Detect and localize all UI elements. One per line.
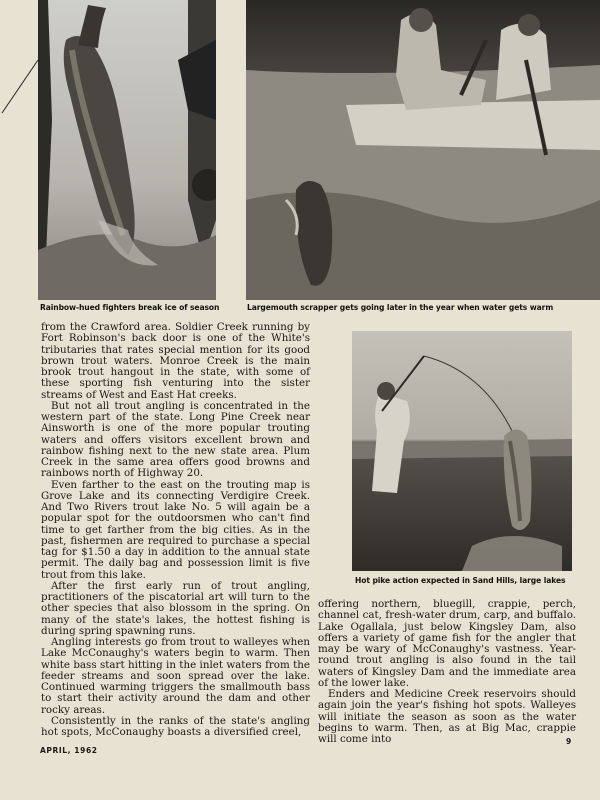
- paragraph: from the Crawford area. Soldier Creek running by Fort Robinson's back door is one of the White's tributaries that rates special mention for its good brown trout waters. Monroe Creek is the main brook trout hangout in the state, with some of these sporting fish venturing into the sister streams of West and East Hat creeks.: [41, 321, 310, 401]
- paragraph: offering northern, bluegill, crappie, perch, channel cat, fresh-water drum, carp, and buffalo. Lake Ogallala, just below Kingsley Dam, also offers a variety of game fish for the angler that may be wary of McConaughy's vastness. Year-round trout angling is also found in the tail waters of Kingsley Dam and the immediate area of the lower lake.: [318, 598, 576, 689]
- right-text-column: [318, 599, 576, 745]
- paragraph: Enders and Medicine Creek reservoirs should again join the year's fishing hot spots. Walleyes will initiate the season as soon as the water begins to warm. Then, as at Big Mac, crappie will come into: [318, 688, 576, 745]
- paragraph: Consistently in the ranks of the state's angling hot spots, McConaughy boasts a diversified creel,: [41, 714, 310, 738]
- paragraph: Even farther to the east on the trouting map is Grove Lake and its connecting Verdigire Creek. And Two Rivers trout lake No. 5 will again be a popular spot for the outdoorsmen who can't find time to get farther from the big cities. As in the past, fishermen are required to purchase a special tag for $1.50 a day in addition to the annual state permit. The daily bag and possession limit is five trout from this lake.: [41, 478, 310, 581]
- paragraph: After the first early run of trout angling, practitioners of the piscatorial art will turn to the other species that also blossom in the spring. On many of the state's lakes, the hottest fishing is during spring spawning runs.: [41, 579, 310, 637]
- left-text-column: [41, 322, 310, 738]
- pike-photo: [352, 331, 572, 571]
- page-number: 9: [566, 737, 572, 746]
- rainbow-photo-caption: Rainbow-hued fighters break ice of season: [40, 303, 220, 312]
- pointer-line: [0, 58, 40, 118]
- paragraph: Angling interests go from trout to walleyes when Lake McConaughy's waters begin to warm. Then white bass start hitting in the inlet waters from the feeder streams and soon spread over the lake. Continued warming triggers the smallmouth bass to start their activity around the dam and other rocky areas.: [41, 636, 310, 716]
- largemouth-photo-caption: Largemouth scrapper gets going later in the year when water gets warm: [247, 303, 554, 312]
- issue-date: APRIL, 1962: [40, 746, 98, 755]
- largemouth-bass-photo: [246, 0, 600, 300]
- pike-photo-caption: Hot pike action expected in Sand Hills, large lakes: [355, 576, 566, 585]
- rainbow-trout-photo: [38, 0, 216, 300]
- paragraph: But not all trout angling is concentrated in the western part of the state. Long Pine Creek near Ainsworth is one of the more popular trouting waters and offers visitors excellent brown and rainbow fishing next to the new state area. Plum Creek in the same area offers good browns and rainbows north of Highway 20.: [41, 399, 310, 480]
